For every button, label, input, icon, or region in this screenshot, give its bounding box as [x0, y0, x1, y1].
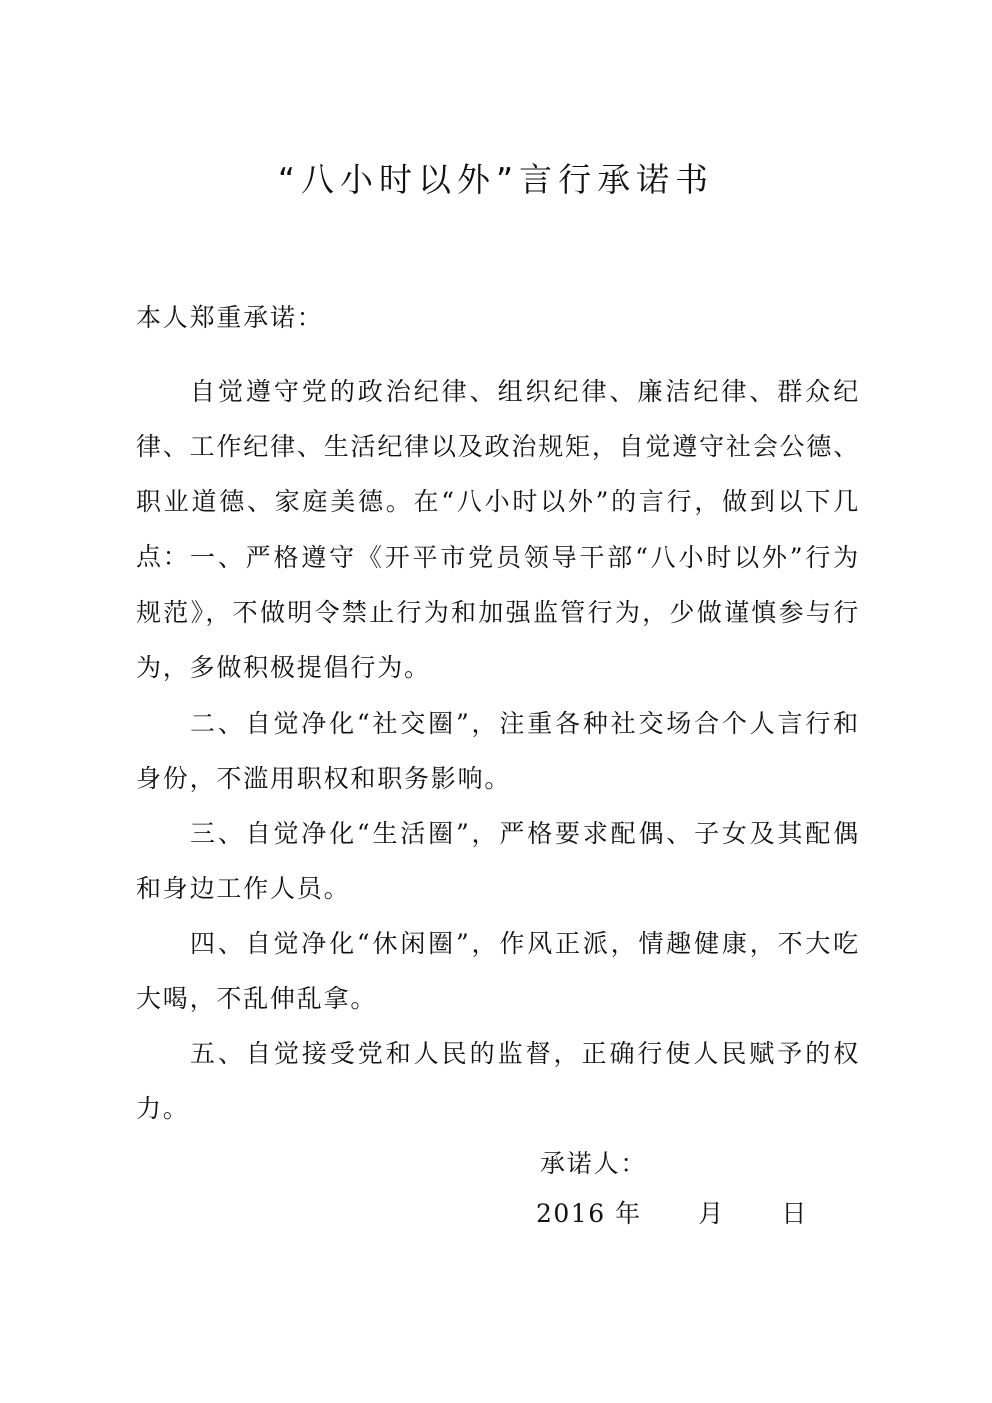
paragraph-item-3: 三、自觉净化“生活圈”，严格要求配偶、子女及其配偶和身边工作人员。 [136, 819, 860, 903]
date-line: 2016 年 月 日 [536, 1199, 808, 1228]
paragraph-item-1: 一、严格遵守《开平市党员领导干部“八小时以外”行为规范》，不做明令禁止行为和加强监管行为，少做谨慎参与行为，多做积极提倡行为。 [136, 543, 860, 682]
paragraph-intro: 自觉遵守党的政治纪律、组织纪律、廉洁纪律、群众纪律、工作纪律、生活纪律以及政治规矩，自觉遵守社会公德、职业道德、家庭美德。在“八小时以外”的言行，做到以下几点： [136, 377, 860, 571]
salutation: 本人郑重承诺： [136, 303, 324, 332]
paragraph-item-5: 五、自觉接受党和人民的监督，正确行使人民赋予的权力。 [136, 1039, 860, 1123]
paragraph-item-4: 四、自觉净化“休闲圈”，作风正派，情趣健康，不大吃大喝，不乱伸乱拿。 [136, 929, 860, 1013]
signer-label: 承诺人： [540, 1149, 648, 1178]
document-title: “八小时以外”言行承诺书 [277, 160, 715, 199]
paragraph-item-2: 二、自觉净化“社交圈”，注重各种社交场合个人言行和身份，不滥用职权和职务影响。 [136, 709, 860, 793]
